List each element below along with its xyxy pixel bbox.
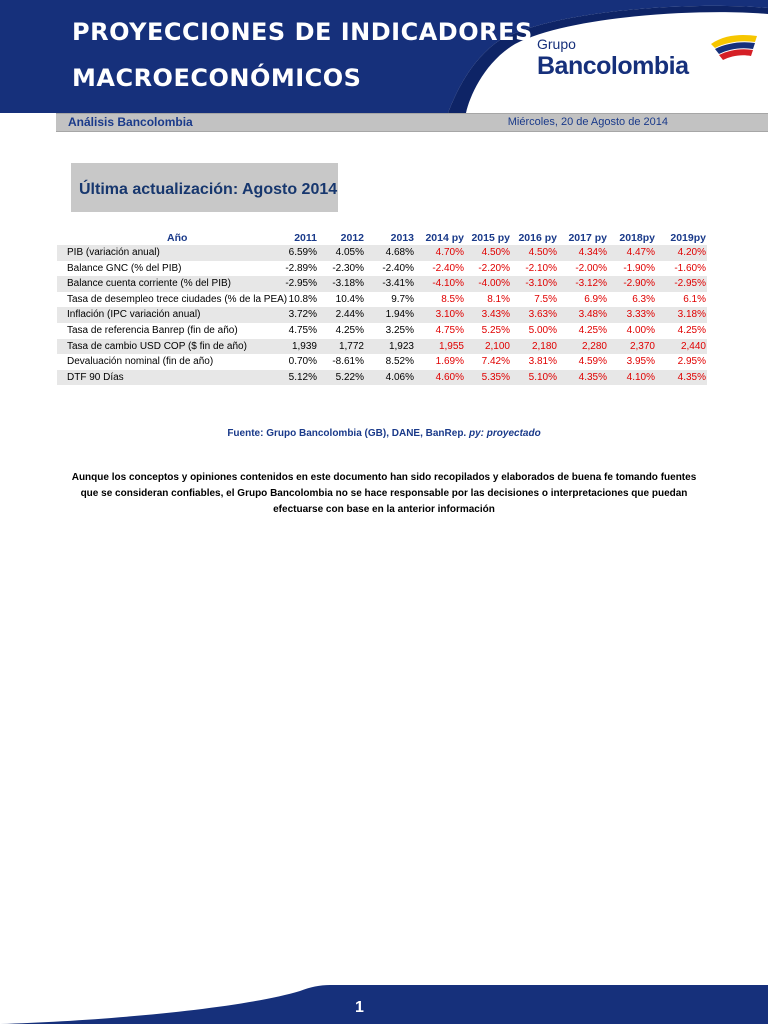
table-cell: 1,955 [438,340,464,352]
table-cell: 3.10% [435,309,464,321]
table-row [57,292,707,308]
table-cell: -3.18% [332,278,364,290]
table-cell: 5.25% [481,324,510,336]
table-cell: 9.7% [391,293,414,305]
table-cell: -2.20% [478,262,510,274]
table-cell: 2,180 [531,340,557,352]
table-cell: 1,772 [338,340,364,352]
table-cell: 2,440 [680,340,706,352]
table-cell: 5.22% [335,371,364,383]
table-row [57,276,707,292]
table-cell: -2.89% [285,262,317,274]
table-cell: 4.35% [677,371,706,383]
row-label: DTF 90 Días [67,371,124,383]
table-cell: 5.00% [528,324,557,336]
row-label: Tasa de cambio USD COP ($ fin de año) [67,340,247,352]
table-cell: -2.95% [285,278,317,290]
table-cell: -1.60% [674,262,706,274]
table-cell: 3.25% [385,324,414,336]
table-cell: 6.3% [632,293,655,305]
header-cell: 2018py [619,232,655,244]
table-cell: 4.59% [578,356,607,368]
disclaimer: Aunque los conceptos y opiniones contenidos en este documento han sido recopilados y elaborados de buena fe tomando fuentes que se consideran confiables, el Grupo Bancolombia no se hace responsable por las decisiones o interpretaciones que puedan efectuarse con base en la anterior información [71,472,697,515]
table-cell: 4.10% [626,371,655,383]
table-cell: 7.42% [481,356,510,368]
header-cell: 2019py [670,232,706,244]
logo-flag-icon [707,32,759,62]
table-cell: -3.41% [382,278,414,290]
table-cell: -3.10% [525,278,557,290]
logo-name-text: Bancolombia [537,52,689,80]
table-cell: 1,939 [291,340,317,352]
table-cell: 1.94% [385,309,414,321]
table-cell: 3.72% [288,309,317,321]
table-cell: 4.75% [288,324,317,336]
table-row [57,307,707,323]
table-cell: 4.34% [578,247,607,258]
table-cell: 4.00% [626,324,655,336]
row-label: Devaluación nominal (fin de año) [67,356,214,368]
table-cell: -2.40% [382,262,414,274]
table-cell: -4.00% [478,278,510,290]
table-cell: 2,280 [581,340,607,352]
table-cell: 0.70% [288,356,317,368]
header-cell: 2016 py [518,232,557,244]
table-cell: 4.05% [335,247,364,258]
table-cell: 3.48% [578,309,607,321]
table-cell: 1,923 [388,340,414,352]
table-cell: 4.70% [435,247,464,258]
table-cell: 3.43% [481,309,510,321]
update-box [71,163,338,212]
source-text: Fuente: Grupo Bancolombia (GB), DANE, BanRep. [227,428,469,439]
table-row [57,245,707,261]
table-cell: 10.8% [288,293,317,305]
indicators-table [57,231,707,385]
page-number: 1 [355,999,364,1016]
table-cell: 5.35% [481,371,510,383]
table-cell: 5.10% [528,371,557,383]
report-title-line2: MACROECONÓMICOS [72,64,362,92]
table-cell: -1.90% [623,262,655,274]
table-cell: 3.95% [626,356,655,368]
source-py: py [469,428,481,439]
table-cell: 2.95% [677,356,706,368]
table-cell: 6.9% [584,293,607,305]
header-cell: 2011 [294,232,317,244]
row-label: Tasa de desempleo trece ciudades (% de la PEA) [67,293,288,305]
row-label: PIB (variación anual) [67,247,160,258]
page-header [0,0,768,113]
table-row [57,323,707,339]
row-label: Inflación (IPC variación anual) [67,309,201,321]
table-cell: -2.95% [674,278,706,290]
table-cell: 4.75% [435,324,464,336]
table-cell: 2.44% [335,309,364,321]
table-cell: 8.52% [385,356,414,368]
info-bar [56,113,768,132]
source-py-meaning: : proyectado [480,428,541,439]
table-cell: 5.12% [288,371,317,383]
table-cell: 3.63% [528,309,557,321]
table-cell: 4.20% [677,247,706,258]
row-label: Balance cuenta corriente (% del PIB) [67,278,231,290]
table-cell: 4.68% [385,247,414,258]
table-row [57,354,707,370]
header-cell: 2012 [340,232,364,244]
footer-band [0,985,768,1024]
table-cell: 6.1% [683,293,706,305]
table-cell: 4.06% [385,371,414,383]
header-cell: Año [167,232,188,244]
table-cell: 4.50% [528,247,557,258]
table-cell: 4.25% [578,324,607,336]
table-cell: 3.18% [677,309,706,321]
row-label: Tasa de referencia Banrep (fin de año) [67,324,238,336]
table-cell: -2.40% [432,262,464,274]
table-cell: -8.61% [332,356,364,368]
table-cell: 2,100 [484,340,510,352]
table-row [57,261,707,277]
section-label: Análisis Bancolombia [68,115,193,129]
row-label: Balance GNC (% del PIB) [67,262,182,274]
header-cell: 2014 py [425,232,464,244]
table-cell: 2,370 [629,340,655,352]
table-cell: 4.47% [626,247,655,258]
logo-grupo-text: Grupo [537,36,576,52]
table-cell: 4.35% [578,371,607,383]
table-cell: 4.60% [435,371,464,383]
table-row [57,339,707,355]
table-cell: 3.81% [528,356,557,368]
source-note [0,428,768,439]
table-cell: -2.90% [623,278,655,290]
table-row [57,370,707,386]
table-cell: -3.12% [575,278,607,290]
report-title-line1: PROYECCIONES DE INDICADORES [72,18,533,46]
table-cell: 1.69% [435,356,464,368]
table-cell: 8.1% [487,293,510,305]
table-cell: 4.25% [335,324,364,336]
table-cell: 4.50% [481,247,510,258]
table-cell: 7.5% [534,293,557,305]
header-cell: 2015 py [471,232,510,244]
table-cell: 3.33% [626,309,655,321]
report-date: Miércoles, 20 de Agosto de 2014 [507,116,668,128]
update-label: Última actualización: Agosto 2014 [79,181,338,198]
header-cell: 2017 py [568,232,607,244]
table-cell: 6.59% [288,247,317,258]
table-cell: -2.30% [332,262,364,274]
table-cell: -2.10% [525,262,557,274]
table-cell: -4.10% [432,278,464,290]
table-header-row [57,231,707,245]
bancolombia-logo [537,32,759,88]
table-cell: 8.5% [441,293,464,305]
table-cell: 4.25% [677,324,706,336]
table-cell: -2.00% [575,262,607,274]
header-cell: 2013 [390,232,414,244]
table-cell: 10.4% [335,293,364,305]
